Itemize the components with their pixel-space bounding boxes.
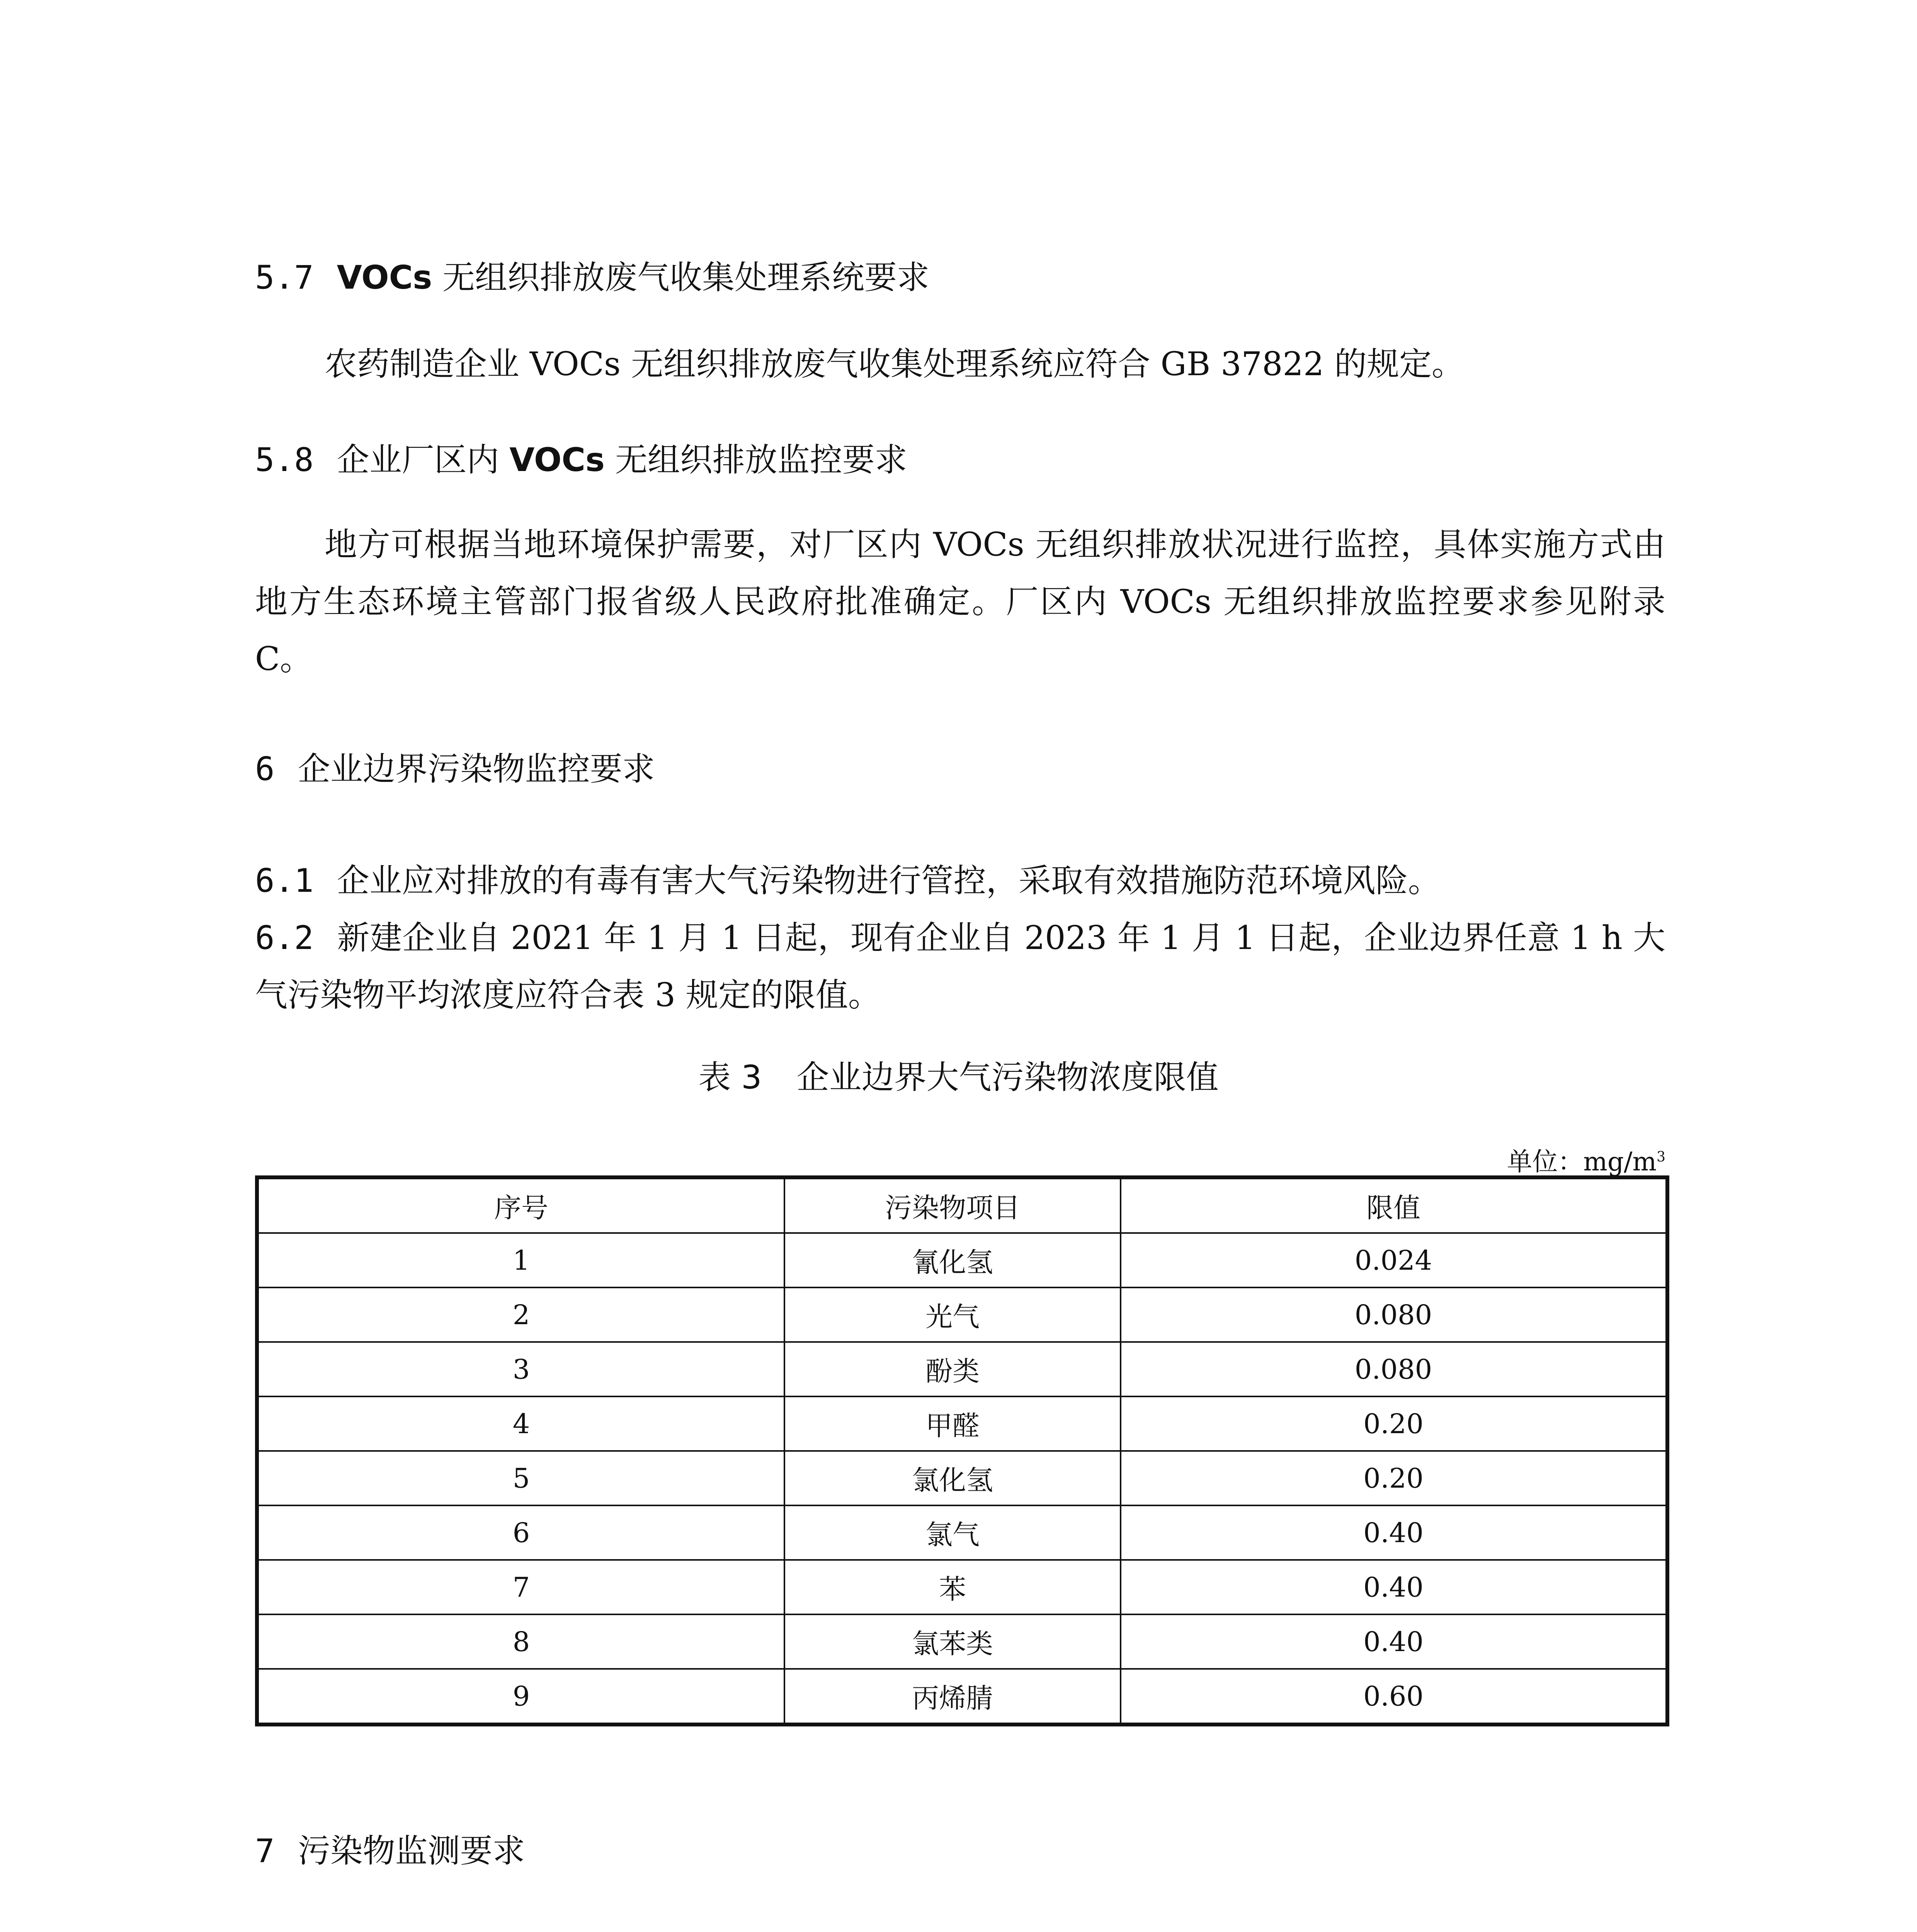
pollutant-cell: 苯 <box>784 1560 1121 1614</box>
pollutant-cell: 光气 <box>784 1287 1121 1342</box>
row-number-cell: 5 <box>257 1451 784 1505</box>
table-header-row <box>257 1177 1667 1233</box>
table-row <box>257 1451 1667 1505</box>
section-number: 7 <box>255 1832 275 1870</box>
paragraph-6-1 <box>255 852 1665 909</box>
limit-value-cell: 0.080 <box>1121 1287 1667 1342</box>
table-header-cell: 污染物项目 <box>784 1177 1121 1233</box>
clause-text: 企业应对排放的有毒有害大气污染物进行管控，采取有效措施防范环境风险。 <box>337 862 1441 900</box>
table-row <box>257 1614 1667 1669</box>
row-number-cell: 4 <box>257 1396 784 1451</box>
heading-5-7-title-vocs: VOCs <box>337 259 432 296</box>
section-number: 5.8 <box>255 441 314 479</box>
pollutant-cell: 酚类 <box>784 1342 1121 1396</box>
table-header-cell: 限值 <box>1121 1177 1667 1233</box>
limit-value-cell: 0.024 <box>1121 1233 1667 1287</box>
limit-value-cell: 0.20 <box>1121 1451 1667 1505</box>
pollutant-cell: 氯气 <box>784 1505 1121 1560</box>
table-header-cell: 序号 <box>257 1177 784 1233</box>
table-3-caption-number: 表 3 <box>698 1058 762 1096</box>
table-row <box>257 1396 1667 1451</box>
heading-5-8-title-c: 无组织排放监控要求 <box>605 441 907 479</box>
row-number-cell: 1 <box>257 1233 784 1287</box>
heading-5-8 <box>255 437 907 483</box>
row-number-cell: 9 <box>257 1669 784 1725</box>
pollutant-cell: 氯化氢 <box>784 1451 1121 1505</box>
limit-value-cell: 0.40 <box>1121 1505 1667 1560</box>
heading-5-8-title-a: 企业厂区内 <box>337 441 510 479</box>
unit-superscript: 3 <box>1657 1149 1665 1165</box>
clause-number: 6.1 <box>255 862 314 900</box>
heading-5-7-title: 无组织排放废气收集处理系统要求 <box>432 259 930 296</box>
limit-value-cell: 0.40 <box>1121 1560 1667 1614</box>
unit-text: 单位：mg/m <box>1507 1147 1657 1177</box>
table-body <box>257 1233 1667 1725</box>
pollutant-cell: 氰化氢 <box>784 1233 1121 1287</box>
paragraph-5-8: 地方可根据当地环境保护需要，对厂区内 VOCs 无组织排放状况进行监控，具体实施方式由地方生态环境主管部门报省级人民政府批准确定。厂区内 VOCs 无组织排放监控要求参见附录 C。 <box>255 526 1665 678</box>
table-row <box>257 1233 1667 1287</box>
table-row <box>257 1342 1667 1396</box>
table-3 <box>255 1175 1669 1726</box>
table-row <box>257 1287 1667 1342</box>
table-row <box>257 1669 1667 1725</box>
heading-6 <box>255 746 655 792</box>
paragraph-5-7: 农药制造企业 VOCs 无组织排放废气收集处理系统应符合 GB 37822 的规定。 <box>325 345 1464 383</box>
table-row <box>257 1505 1667 1560</box>
row-number-cell: 8 <box>257 1614 784 1669</box>
table-row <box>257 1560 1667 1614</box>
section-number: 5.7 <box>255 259 314 296</box>
limit-value-cell: 0.60 <box>1121 1669 1667 1725</box>
section-number: 6 <box>255 750 275 788</box>
pollutant-cell: 丙烯腈 <box>784 1669 1121 1725</box>
table-3-caption <box>0 1054 1917 1100</box>
limit-value-cell: 0.080 <box>1121 1342 1667 1396</box>
heading-7 <box>255 1828 525 1874</box>
heading-5-7 <box>255 254 929 301</box>
heading-7-title: 污染物监测要求 <box>298 1832 525 1870</box>
clause-number: 6.2 <box>255 919 314 957</box>
row-number-cell: 3 <box>257 1342 784 1396</box>
row-number-cell: 6 <box>257 1505 784 1560</box>
clause-text: 新建企业自 2021 年 1 月 1 日起，现有企业自 2023 年 1 月 1 日起，企业边界任意 1 h 大气污染物平均浓度应符合表 3 规定的限值。 <box>255 919 1665 1014</box>
limit-value-cell: 0.20 <box>1121 1396 1667 1451</box>
row-number-cell: 7 <box>257 1560 784 1614</box>
pollutant-cell: 氯苯类 <box>784 1614 1121 1669</box>
table-3-caption-title: 企业边界大气污染物浓度限值 <box>796 1058 1219 1096</box>
limit-value-cell: 0.40 <box>1121 1614 1667 1669</box>
heading-6-title: 企业边界污染物监控要求 <box>298 750 655 788</box>
paragraph-6-2 <box>255 909 1665 1024</box>
row-number-cell: 2 <box>257 1287 784 1342</box>
pollutant-cell: 甲醛 <box>784 1396 1121 1451</box>
table-3-unit <box>1507 1142 1665 1177</box>
heading-5-8-title-vocs: VOCs <box>509 441 605 479</box>
